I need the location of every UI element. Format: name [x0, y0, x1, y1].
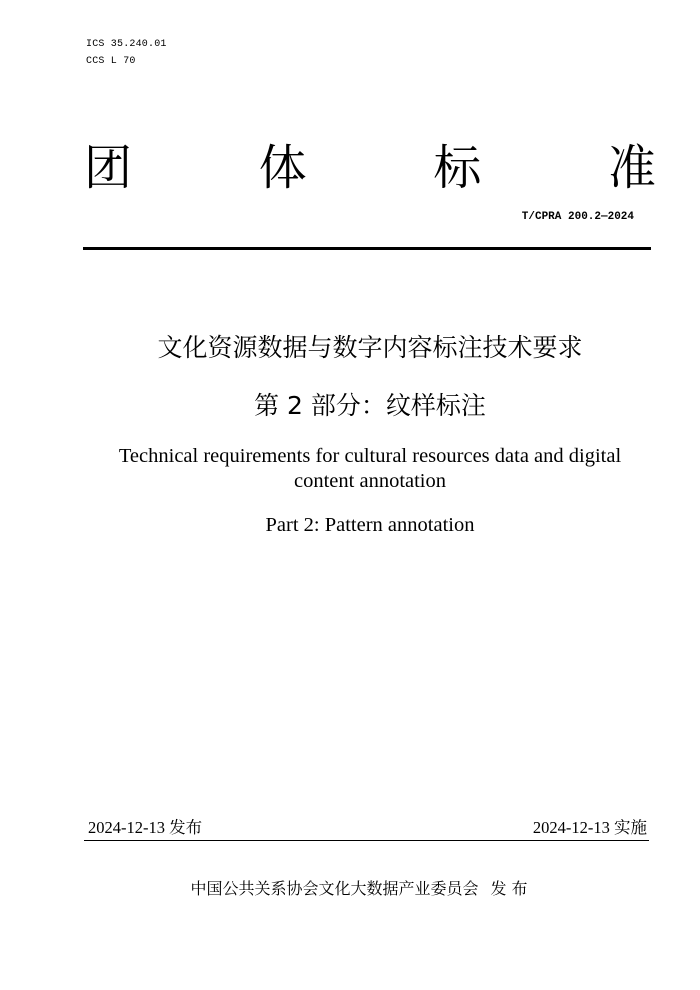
- standard-type-char-1: 团: [84, 140, 133, 196]
- ics-code: ICS 35.240.01: [86, 39, 167, 50]
- publisher-action: 发 布: [490, 879, 528, 898]
- publisher-name: 中国公共关系协会文化大数据产业委员会: [190, 879, 479, 898]
- publish-date: 2024-12-13 发布: [88, 818, 203, 837]
- document-subtitle-en: Part 2: Pattern annotation: [265, 514, 475, 536]
- standard-type-char-3: 标: [433, 140, 482, 196]
- publisher-line: [0, 877, 700, 901]
- document-title-zh: 文化资源数据与数字内容标注技术要求: [157, 333, 583, 362]
- header-divider: [83, 247, 651, 250]
- standard-type-char-4: 准: [607, 140, 656, 196]
- standard-type-char-2: 体: [258, 140, 307, 196]
- implement-date: 2024-12-13 实施: [532, 818, 647, 837]
- standard-number: T/CPRA 200.2—2024: [521, 211, 634, 223]
- document-title-en: Technical requirements for cultural resources data and digital content annotation: [118, 445, 622, 492]
- ccs-code: CCS L 70: [86, 56, 136, 67]
- document-subtitle-zh: 第 2 部分：纹样标注: [254, 391, 486, 420]
- standard-type-heading: [84, 138, 656, 198]
- classification-codes: [86, 36, 167, 70]
- footer-divider: [84, 840, 649, 841]
